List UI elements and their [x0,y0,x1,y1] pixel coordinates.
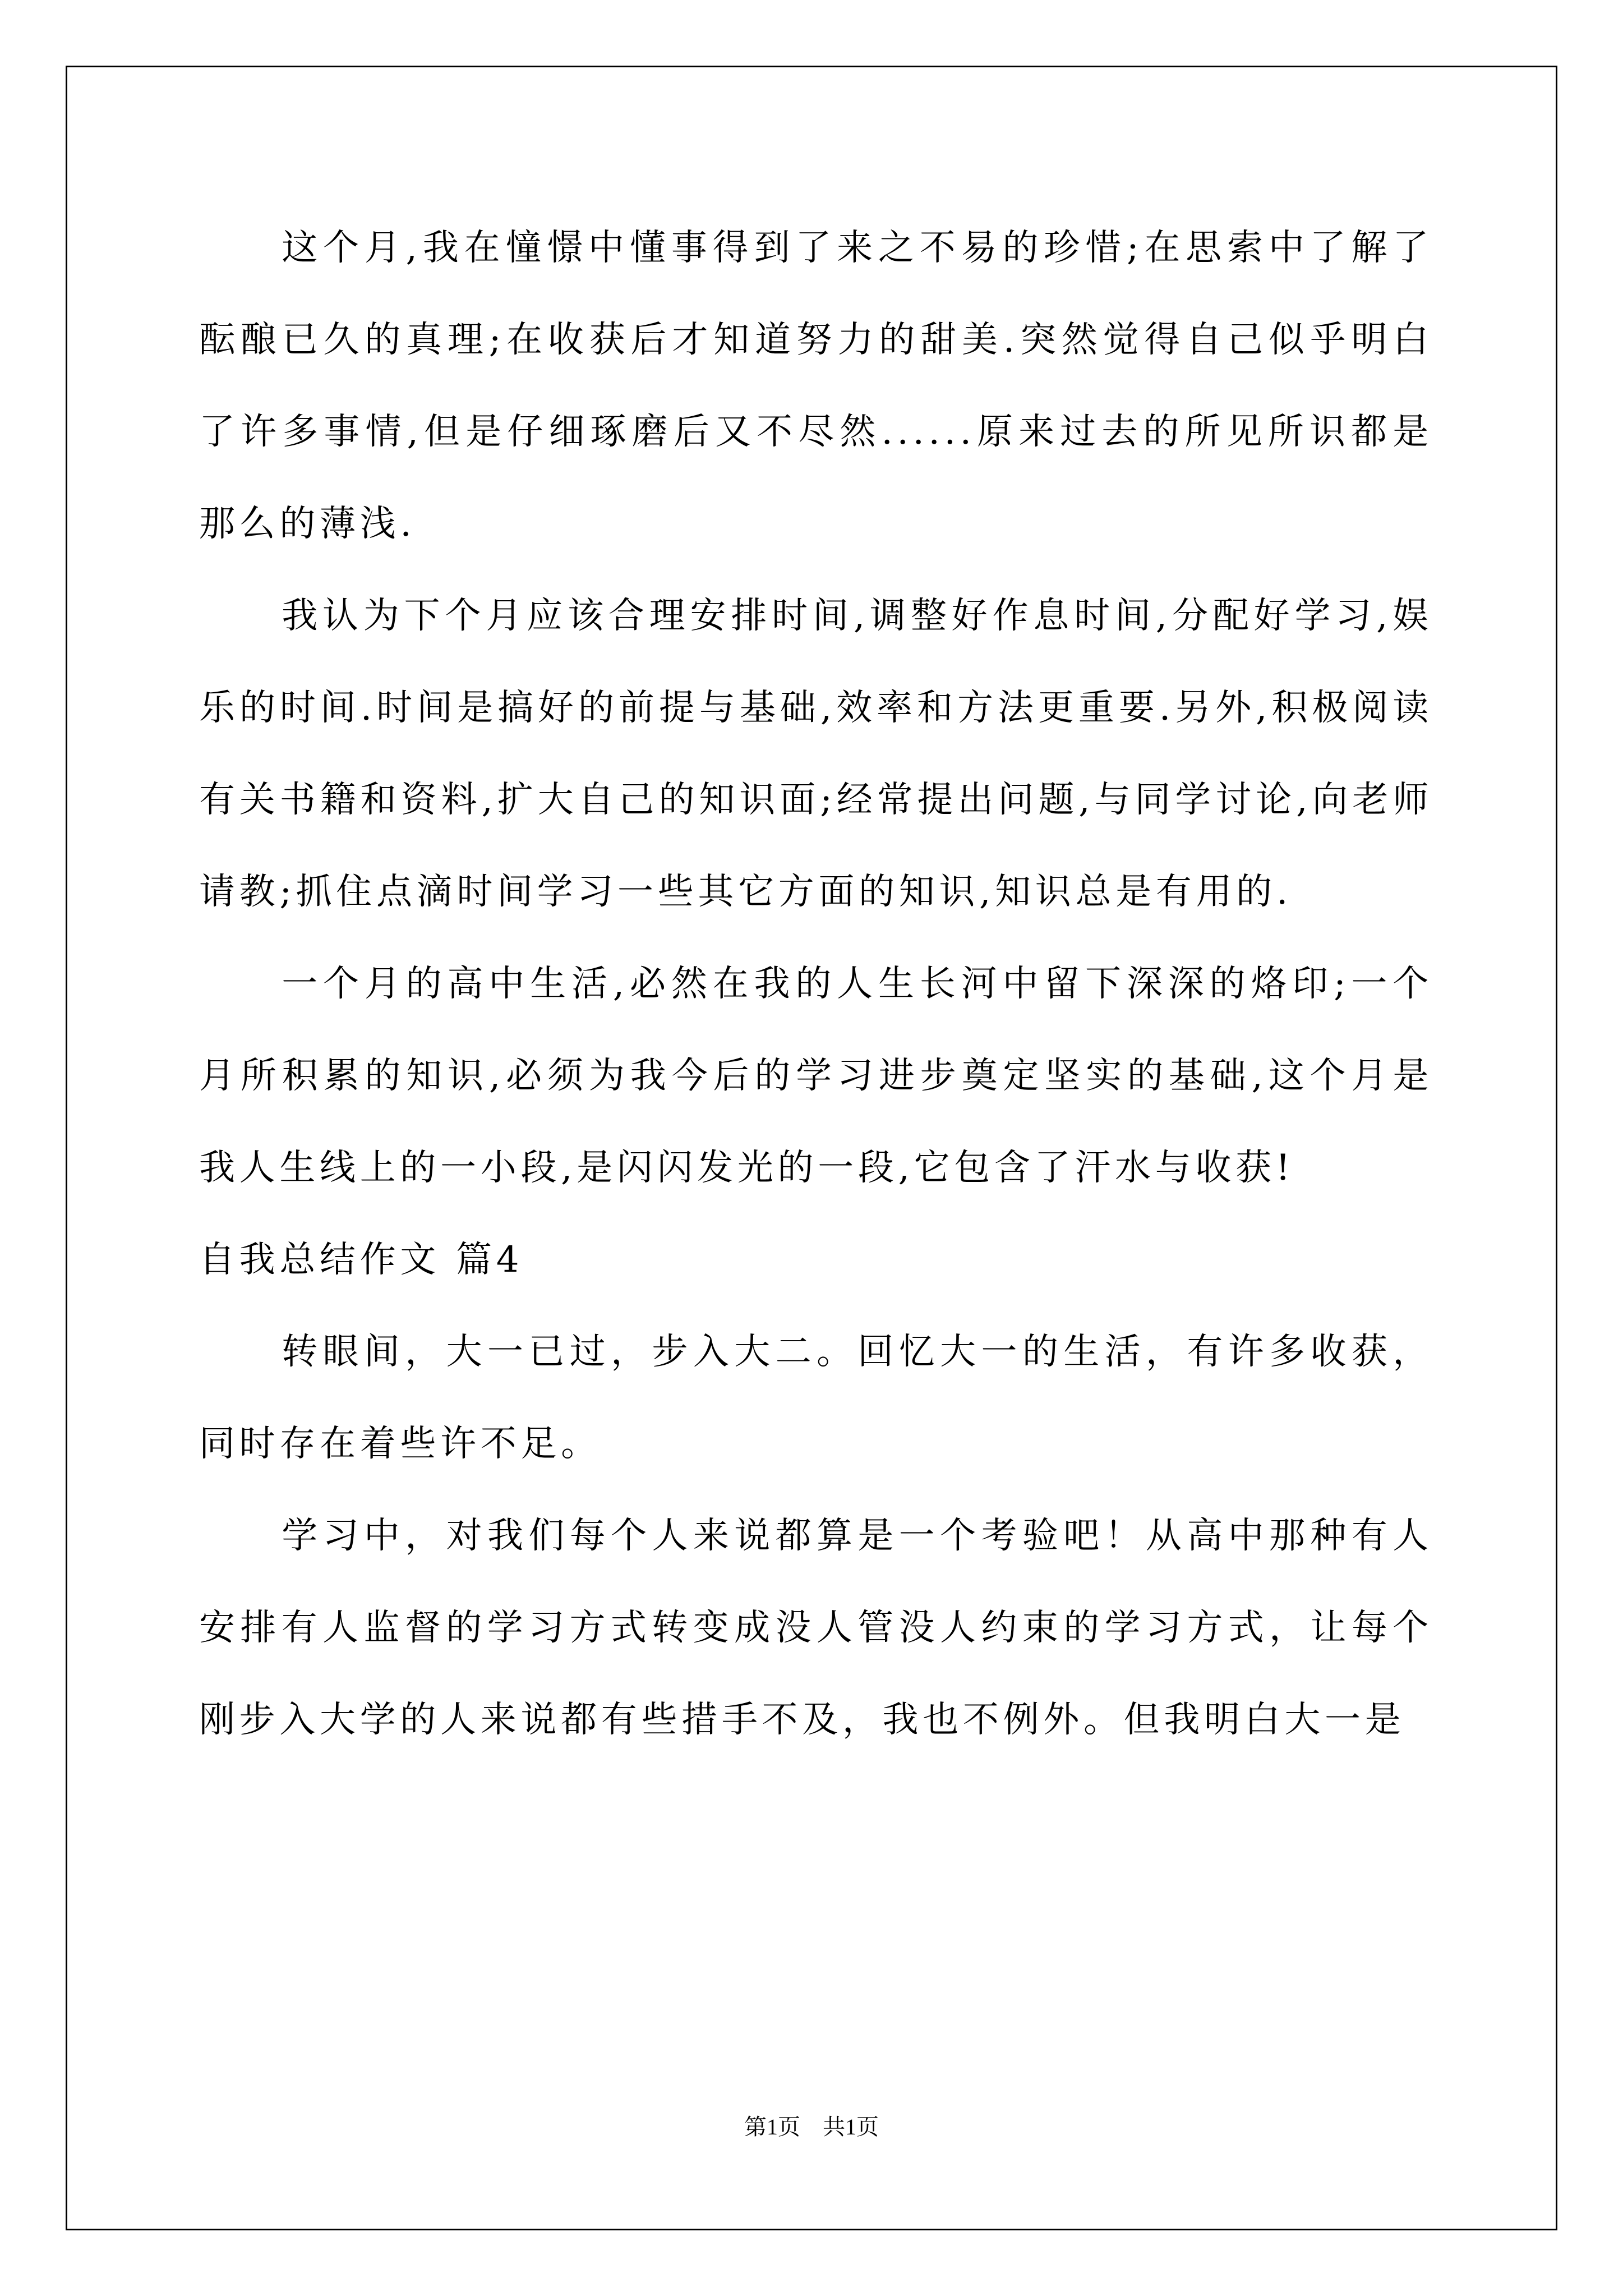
paragraph-2: 我认为下个月应该合理安排时间,调整好作息时间,分配好学习,娱乐的时间.时间是搞好的前提与基础,效率和方法更重要.另外,积极阅读有关书籍和资料,扩大自己的知识面;经常提出问题,与同学讨论,向老师请教;抓住点滴时间学习一些其它方面的知识,知识总是有用的. [199,595,1433,913]
section-paragraph-2: 学习中，对我们每个人来说都算是一个考验吧！从高中那种有人安排有人监督的学习方式转变成没人管没人约束的学习方式，让每个刚步入大学的人来说都有些措手不及，我也不例外。但我明白大一是 [199,1515,1433,1741]
section-paragraph-1: 转眼间，大一已过，步入大二。回忆大一的生活，有许多收获，同时存在着些许不足。 [199,1331,1433,1465]
page-footer: 第1页 共1页 [744,2114,879,2139]
section-heading: 自我总结作文 篇4 [199,1239,524,1281]
paragraph-3: 一个月的高中生活,必然在我的人生长河中留下深深的烙印;一个月所积累的知识,必须为我今后的学习进步奠定坚实的基础,这个月是我人生线上的一小段,是闪闪发光的一段,它包含了汗水与收获! [199,963,1433,1189]
paragraph-1: 这个月,我在憧憬中懂事得到了来之不易的珍惜;在思索中了解了酝酿已久的真理;在收获后才知道努力的甜美.突然觉得自己似乎明白了许多事情,但是仔细琢磨后又不尽然......原来过去的所见所识都是那么的薄浅. [199,227,1433,545]
document-body [199,202,1433,1766]
